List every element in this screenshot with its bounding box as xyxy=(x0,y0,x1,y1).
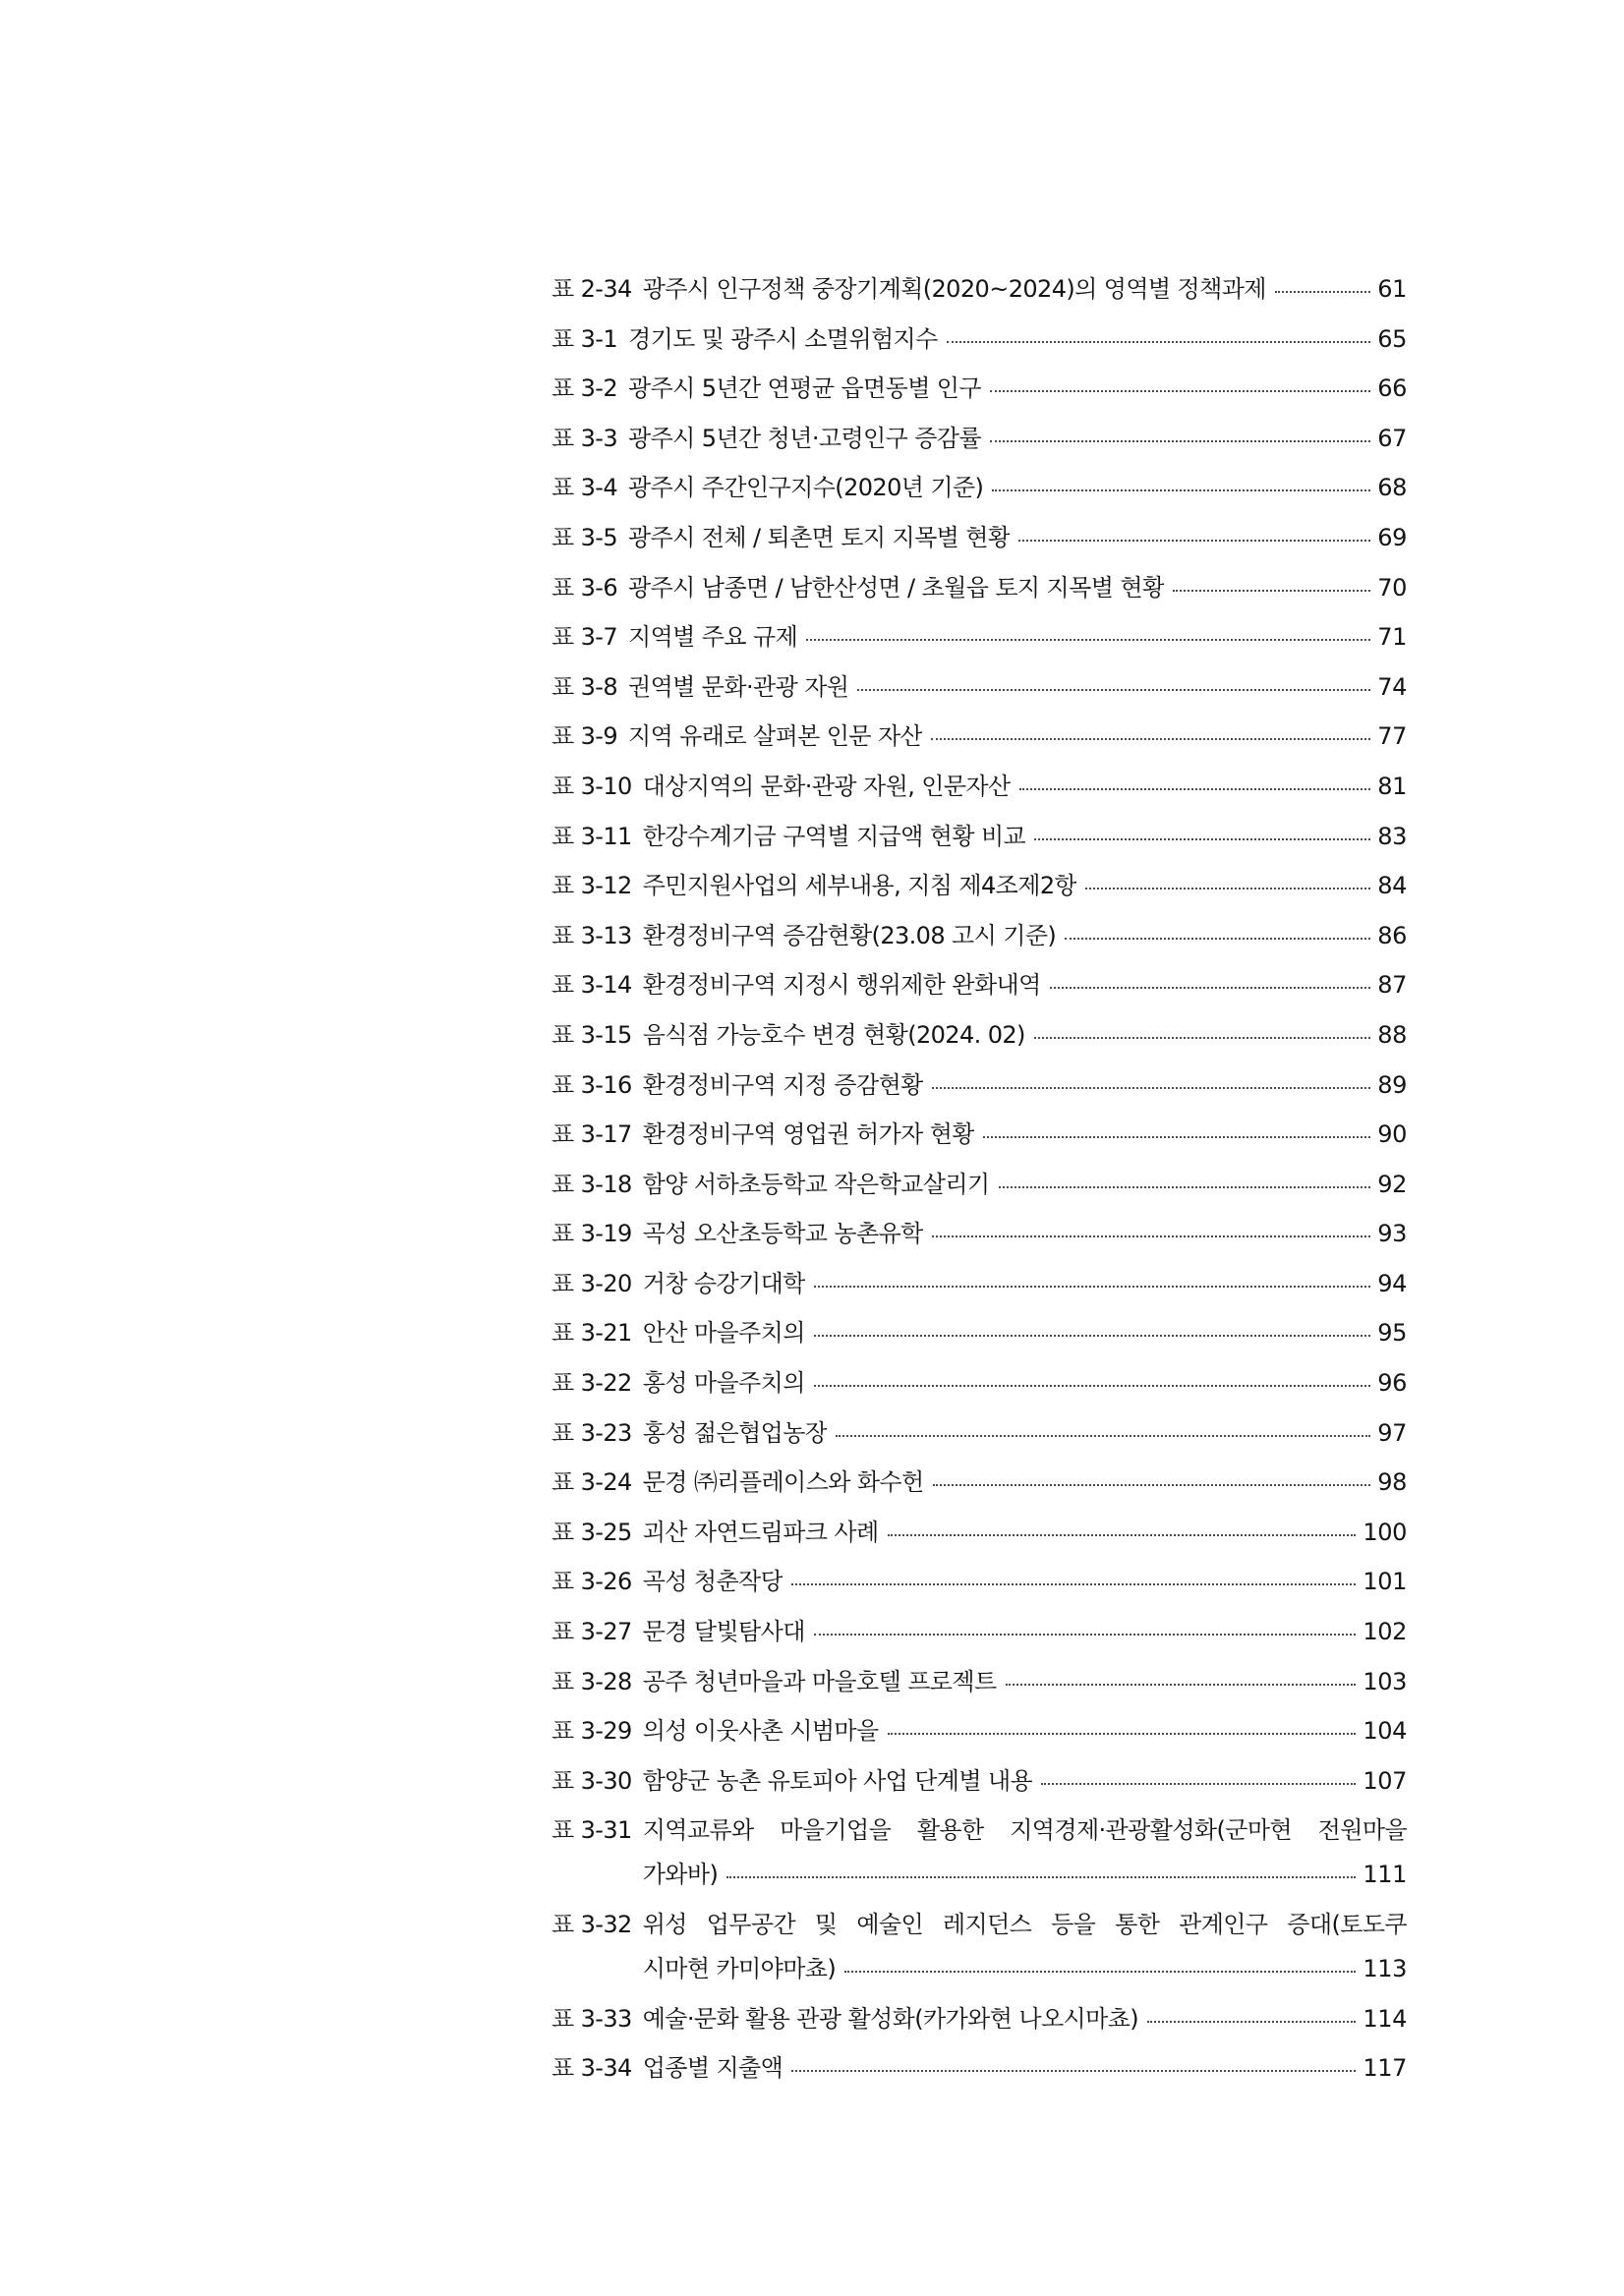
toc-entry-body xyxy=(643,1903,1407,1991)
toc-entry-line xyxy=(643,1461,1407,1505)
dot-leader xyxy=(1085,888,1370,890)
page-number: 103 xyxy=(1363,1667,1407,1695)
dot-leader xyxy=(726,1876,1356,1878)
page-number: 84 xyxy=(1377,872,1407,900)
page-number: 77 xyxy=(1377,722,1407,751)
table-title: 경기도 및 광주시 소멸위험지수 xyxy=(628,324,938,353)
table-number: 표 3-26 xyxy=(551,1568,632,1596)
toc-entry xyxy=(551,566,1407,610)
table-number: 표 3-1 xyxy=(551,324,618,353)
dot-leader xyxy=(931,738,1370,740)
dot-leader xyxy=(990,390,1370,392)
table-number: 표 3-10 xyxy=(551,772,632,800)
toc-entry-body xyxy=(643,1511,1407,1555)
page-number: 98 xyxy=(1377,1468,1407,1497)
dot-leader xyxy=(844,1971,1356,1973)
table-title: 괴산 자연드림파크 사례 xyxy=(642,1518,879,1546)
toc-entry-line xyxy=(643,1759,1407,1804)
dot-leader xyxy=(814,1385,1370,1387)
page-number: 113 xyxy=(1363,1955,1407,1982)
toc-entry-body xyxy=(643,1262,1407,1306)
table-number: 표 3-17 xyxy=(551,1120,632,1149)
toc-entry xyxy=(551,665,1407,710)
table-number: 표 3-23 xyxy=(551,1418,632,1447)
toc-entry-line xyxy=(643,1262,1407,1306)
dot-leader xyxy=(990,440,1370,442)
table-title: 의성 이웃사촌 시범마을 xyxy=(642,1717,879,1746)
toc-entry xyxy=(551,1361,1407,1406)
table-title: 가와바) xyxy=(642,1861,719,1889)
table-title: 위성 업무공간 및 예술인 레지던스 등을 통한 관계인구 증대(토도쿠 xyxy=(642,1911,1407,1938)
dot-leader xyxy=(1275,291,1370,293)
table-title: 홍성 마을주치의 xyxy=(642,1369,805,1398)
toc-entry-line xyxy=(628,715,1407,759)
toc-entry-line xyxy=(643,1903,1407,1947)
toc-entry xyxy=(551,1163,1407,1207)
toc-entry-line xyxy=(643,765,1407,809)
table-number: 표 3-5 xyxy=(551,523,618,551)
table-title: 광주시 주간인구지수(2020년 기준) xyxy=(628,474,984,502)
table-number: 표 3-24 xyxy=(551,1468,632,1497)
dot-leader xyxy=(947,341,1371,343)
table-of-contents-list xyxy=(551,267,1407,2096)
toc-entry-body xyxy=(628,615,1407,660)
page-number: 90 xyxy=(1377,1120,1407,1149)
table-title: 광주시 남종면 / 남한산성면 / 초월읍 토지 지목별 현황 xyxy=(628,573,1165,602)
table-title: 업종별 지출액 xyxy=(642,2054,783,2083)
table-title: 곡성 오산초등학교 농촌유학 xyxy=(642,1220,923,1248)
dot-leader xyxy=(888,1733,1357,1735)
dot-leader xyxy=(1019,788,1371,790)
toc-entry-body xyxy=(643,1808,1407,1897)
table-title: 광주시 5년간 청년·고령인구 증감률 xyxy=(628,424,981,452)
dot-leader xyxy=(1050,987,1371,989)
dot-leader xyxy=(1034,1037,1370,1039)
toc-entry xyxy=(551,1113,1407,1157)
toc-entry-line xyxy=(643,1013,1407,1058)
toc-entry xyxy=(551,765,1407,809)
table-number: 표 3-33 xyxy=(551,2004,632,2033)
table-title: 지역교류와 마을기업을 활용한 지역경제·관광활성화(군마현 전원마을 xyxy=(642,1816,1407,1845)
toc-entry xyxy=(551,864,1407,908)
table-title: 광주시 인구정책 중장기계획(2020~2024)의 영역별 정책과제 xyxy=(642,275,1266,303)
page-number: 68 xyxy=(1377,474,1407,502)
toc-entry-body xyxy=(643,1461,1407,1505)
toc-entry-body xyxy=(643,914,1407,958)
toc-entry-body xyxy=(643,1361,1407,1406)
toc-entry xyxy=(551,267,1407,312)
toc-entry xyxy=(551,914,1407,958)
toc-entry-body xyxy=(628,715,1407,759)
toc-entry-line xyxy=(643,1709,1407,1753)
toc-entry xyxy=(551,1759,1407,1804)
toc-entry xyxy=(551,1660,1407,1704)
toc-entry-line xyxy=(643,1063,1407,1108)
toc-entry-line xyxy=(643,1411,1407,1456)
toc-entry-body xyxy=(643,1709,1407,1753)
table-number: 표 3-6 xyxy=(551,573,618,602)
table-title: 권역별 문화·관광 자원 xyxy=(628,672,849,701)
table-number: 표 3-20 xyxy=(551,1269,632,1297)
table-number: 표 3-30 xyxy=(551,1766,632,1795)
table-number: 표 3-18 xyxy=(551,1170,632,1198)
toc-entry-line xyxy=(643,1610,1407,1654)
dot-leader xyxy=(814,1335,1370,1337)
toc-entry xyxy=(551,1997,1407,2041)
table-number: 표 3-22 xyxy=(551,1369,632,1398)
dot-leader xyxy=(1006,1684,1357,1686)
toc-entry-line xyxy=(643,1113,1407,1157)
toc-entry xyxy=(551,1013,1407,1058)
dot-leader xyxy=(1173,590,1370,592)
table-number: 표 3-12 xyxy=(551,872,632,900)
toc-entry xyxy=(551,1511,1407,1555)
toc-entry-body xyxy=(628,417,1407,461)
toc-entry-line xyxy=(643,1808,1407,1853)
toc-entry-line xyxy=(628,516,1407,560)
table-number: 표 3-31 xyxy=(551,1816,632,1845)
table-number: 표 3-28 xyxy=(551,1667,632,1695)
toc-entry-body xyxy=(643,963,1407,1007)
table-title: 지역별 주요 규제 xyxy=(628,623,798,652)
page-number: 87 xyxy=(1377,971,1407,1000)
toc-entry-body xyxy=(643,1759,1407,1804)
page-number: 83 xyxy=(1377,822,1407,850)
page-number: 88 xyxy=(1377,1020,1407,1049)
page-number: 74 xyxy=(1377,672,1407,701)
toc-entry xyxy=(551,1560,1407,1604)
toc-entry-body xyxy=(628,317,1407,362)
page-number: 104 xyxy=(1363,1717,1407,1746)
table-title: 환경정비구역 지정시 행위제한 완화내역 xyxy=(642,971,1041,1000)
toc-entry xyxy=(551,1610,1407,1654)
dot-leader xyxy=(1041,1783,1356,1785)
page-number: 66 xyxy=(1377,374,1407,403)
table-number: 표 2-34 xyxy=(551,275,632,303)
dot-leader xyxy=(1018,540,1370,542)
toc-entry xyxy=(551,715,1407,759)
toc-entry xyxy=(551,963,1407,1007)
page-number: 102 xyxy=(1363,1618,1407,1646)
page-number: 92 xyxy=(1377,1170,1407,1198)
toc-entry-body xyxy=(628,665,1407,710)
table-title: 광주시 5년간 연평균 읍면동별 인구 xyxy=(628,374,981,403)
toc-entry xyxy=(551,1262,1407,1306)
table-number: 표 3-7 xyxy=(551,623,618,652)
toc-entry-line xyxy=(643,1853,1407,1897)
table-title: 대상지역의 문화·관광 자원, 인문자산 xyxy=(642,772,1011,800)
table-number: 표 3-25 xyxy=(551,1518,632,1546)
toc-entry-line xyxy=(643,2046,1407,2091)
table-title: 공주 청년마을과 마을호텔 프로젝트 xyxy=(642,1667,997,1695)
toc-entry xyxy=(551,317,1407,362)
toc-entry xyxy=(551,1411,1407,1456)
toc-entry-line xyxy=(643,1997,1407,2041)
table-title: 함양 서하초등학교 작은학교살리기 xyxy=(642,1170,990,1198)
table-title: 곡성 청춘작당 xyxy=(642,1568,783,1596)
toc-entry xyxy=(551,1311,1407,1355)
toc-entry xyxy=(551,1903,1407,1991)
page-number: 114 xyxy=(1363,2004,1407,2033)
toc-entry-body xyxy=(643,2046,1407,2091)
table-title: 한강수계기금 구역별 지급액 현황 비교 xyxy=(642,822,1026,850)
table-title: 환경정비구역 영업권 허가자 현황 xyxy=(642,1120,974,1149)
toc-entry-line xyxy=(643,815,1407,859)
toc-entry xyxy=(551,615,1407,660)
toc-entry-line xyxy=(643,1511,1407,1555)
toc-entry xyxy=(551,417,1407,461)
toc-entry-line xyxy=(643,963,1407,1007)
dot-leader xyxy=(857,689,1370,691)
toc-entry-line xyxy=(628,317,1407,362)
dot-leader xyxy=(806,639,1370,641)
page-number: 89 xyxy=(1377,1070,1407,1099)
toc-entry-line xyxy=(628,367,1407,411)
toc-entry-body xyxy=(643,1411,1407,1456)
page-number: 107 xyxy=(1363,1766,1407,1795)
toc-entry-body xyxy=(643,1113,1407,1157)
dot-leader xyxy=(1034,838,1370,840)
toc-entry xyxy=(551,367,1407,411)
toc-entry-body xyxy=(643,267,1407,312)
toc-entry-body xyxy=(643,1610,1407,1654)
page-number: 67 xyxy=(1377,424,1407,452)
toc-entry xyxy=(551,516,1407,560)
table-number: 표 3-29 xyxy=(551,1717,632,1746)
toc-entry-body xyxy=(643,815,1407,859)
toc-entry-body xyxy=(643,1013,1407,1058)
page-number: 94 xyxy=(1377,1269,1407,1297)
toc-entry xyxy=(551,466,1407,510)
dot-leader xyxy=(932,1087,1370,1089)
page-number: 96 xyxy=(1377,1369,1407,1398)
toc-entry-line xyxy=(643,1947,1407,1991)
table-title: 함양군 농촌 유토피아 사업 단계별 내용 xyxy=(642,1766,1033,1795)
dot-leader xyxy=(933,1484,1371,1486)
toc-entry-body xyxy=(628,516,1407,560)
dot-leader xyxy=(1065,938,1370,940)
dot-leader xyxy=(992,489,1370,491)
toc-entry-body xyxy=(628,566,1407,610)
toc-entry-body xyxy=(643,1311,1407,1355)
dot-leader xyxy=(932,1235,1370,1237)
dot-leader xyxy=(1147,2021,1356,2023)
table-number: 표 3-21 xyxy=(551,1319,632,1348)
table-number: 표 3-9 xyxy=(551,722,618,751)
table-title: 주민지원사업의 세부내용, 지침 제4조제2항 xyxy=(642,872,1077,900)
toc-entry-body xyxy=(643,1997,1407,2041)
toc-entry xyxy=(551,2046,1407,2091)
page-number: 95 xyxy=(1377,1319,1407,1348)
table-number: 표 3-19 xyxy=(551,1220,632,1248)
table-number: 표 3-34 xyxy=(551,2054,632,2083)
toc-entry-body xyxy=(643,1063,1407,1108)
table-title: 광주시 전체 / 퇴촌면 토지 지목별 현황 xyxy=(628,523,1011,551)
page-number: 101 xyxy=(1363,1568,1407,1596)
table-title: 시마현 카미야마쵸) xyxy=(642,1955,837,1982)
page-number: 65 xyxy=(1377,324,1407,353)
table-number: 표 3-3 xyxy=(551,424,618,452)
page-number: 71 xyxy=(1377,623,1407,652)
table-number: 표 3-13 xyxy=(551,921,632,949)
table-title: 문경 ㈜리플레이스와 화수헌 xyxy=(642,1468,924,1497)
toc-entry xyxy=(551,1212,1407,1256)
toc-entry-line xyxy=(628,417,1407,461)
table-number: 표 3-16 xyxy=(551,1070,632,1099)
toc-entry-line xyxy=(643,1660,1407,1704)
dot-leader xyxy=(999,1186,1371,1188)
page-number: 93 xyxy=(1377,1220,1407,1248)
dot-leader xyxy=(836,1435,1370,1437)
table-title: 지역 유래로 살펴본 인문 자산 xyxy=(628,722,923,751)
table-title: 환경정비구역 지정 증감현황 xyxy=(642,1070,923,1099)
table-number: 표 3-32 xyxy=(551,1911,632,1938)
page-number: 117 xyxy=(1363,2054,1407,2083)
page-number: 70 xyxy=(1377,573,1407,602)
table-title: 안산 마을주치의 xyxy=(642,1319,805,1348)
dot-leader xyxy=(791,2070,1356,2072)
dot-leader xyxy=(888,1534,1357,1536)
table-title: 환경정비구역 증감현황(23.08 고시 기준) xyxy=(642,921,1057,949)
toc-entry xyxy=(551,1709,1407,1753)
toc-entry-body xyxy=(643,864,1407,908)
toc-entry xyxy=(551,815,1407,859)
table-number: 표 3-2 xyxy=(551,374,618,403)
page-number: 100 xyxy=(1363,1518,1407,1546)
toc-entry xyxy=(551,1461,1407,1505)
toc-entry-line xyxy=(643,1311,1407,1355)
toc-entry-line xyxy=(628,665,1407,710)
toc-entry xyxy=(551,1063,1407,1108)
toc-entry-body xyxy=(643,1163,1407,1207)
toc-entry-line xyxy=(628,566,1407,610)
table-number: 표 3-27 xyxy=(551,1618,632,1646)
dot-leader xyxy=(791,1583,1356,1585)
toc-entry-line xyxy=(643,1163,1407,1207)
dot-leader xyxy=(983,1136,1370,1138)
toc-entry-line xyxy=(643,1212,1407,1256)
table-number: 표 3-14 xyxy=(551,971,632,1000)
toc-entry-line xyxy=(643,1560,1407,1604)
toc-entry-body xyxy=(643,1660,1407,1704)
page-number: 97 xyxy=(1377,1418,1407,1447)
page-number: 81 xyxy=(1377,772,1407,800)
toc-entry-line xyxy=(643,914,1407,958)
table-title: 홍성 젊은협업농장 xyxy=(642,1418,828,1447)
toc-entry xyxy=(551,1808,1407,1897)
table-number: 표 3-8 xyxy=(551,672,618,701)
dot-leader xyxy=(814,1286,1370,1288)
toc-entry-body xyxy=(628,466,1407,510)
toc-entry-line xyxy=(643,267,1407,312)
toc-entry-line xyxy=(643,1361,1407,1406)
table-number: 표 3-4 xyxy=(551,474,618,502)
page-number: 86 xyxy=(1377,921,1407,949)
toc-entry-body xyxy=(628,367,1407,411)
table-number: 표 3-15 xyxy=(551,1020,632,1049)
table-number: 표 3-11 xyxy=(551,822,632,850)
toc-entry-body xyxy=(643,1212,1407,1256)
page-number: 111 xyxy=(1363,1861,1407,1889)
dot-leader xyxy=(814,1634,1357,1636)
toc-entry-line xyxy=(643,864,1407,908)
toc-entry-body xyxy=(643,1560,1407,1604)
toc-entry-line xyxy=(628,466,1407,510)
page-number: 69 xyxy=(1377,523,1407,551)
toc-entry-body xyxy=(643,765,1407,809)
toc-entry-line xyxy=(628,615,1407,660)
table-title: 거창 승강기대학 xyxy=(642,1269,805,1297)
table-title: 문경 달빛탐사대 xyxy=(642,1618,805,1646)
table-title: 예술·문화 활용 관광 활성화(카가와현 나오시마쵸) xyxy=(642,2004,1139,2033)
table-title: 음식점 가능호수 변경 현황(2024. 02) xyxy=(642,1020,1025,1049)
page-number: 61 xyxy=(1377,275,1407,303)
